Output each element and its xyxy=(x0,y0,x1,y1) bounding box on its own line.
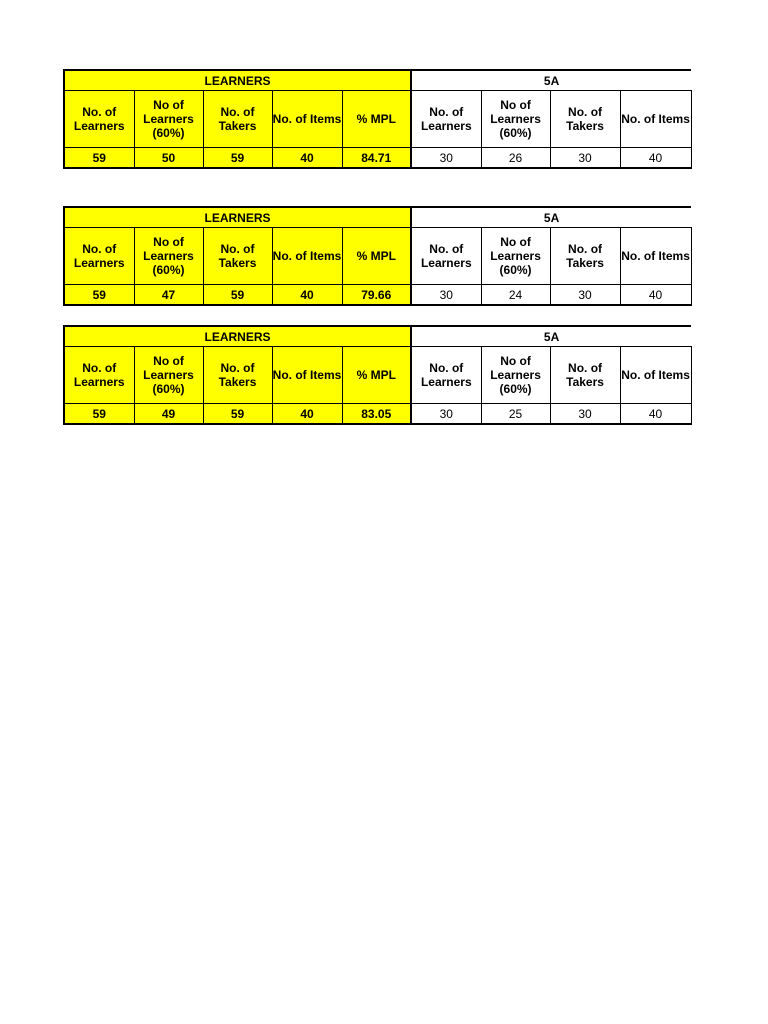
data-cell: 84.71 xyxy=(342,148,411,169)
header-cell: No of Learners (60%) xyxy=(481,347,550,404)
data-cell: 40 xyxy=(620,285,691,306)
header-cell: No. of Learners xyxy=(411,91,481,148)
group-title-learners: LEARNERS xyxy=(64,70,411,91)
data-cell: 79.66 xyxy=(342,285,411,306)
data-cell: 59 xyxy=(203,148,272,169)
data-cell: 59 xyxy=(64,148,134,169)
header-cell: No. of Takers xyxy=(203,228,272,285)
header-cell: No. of Items xyxy=(272,228,342,285)
header-cell: No. of Items xyxy=(272,91,342,148)
data-cell: 59 xyxy=(64,285,134,306)
header-cell: No. of Items xyxy=(272,347,342,404)
data-cell: 30 xyxy=(550,404,620,425)
header-cell: No of Learners (60%) xyxy=(134,91,203,148)
group-title-section: 5A xyxy=(411,326,691,347)
data-cell: 24 xyxy=(481,285,550,306)
data-cell: 59 xyxy=(203,404,272,425)
data-cell: 26 xyxy=(481,148,550,169)
header-cell: No. of Takers xyxy=(550,228,620,285)
header-cell: No of Learners (60%) xyxy=(481,228,550,285)
group-title-learners: LEARNERS xyxy=(64,207,411,228)
data-cell: 30 xyxy=(550,285,620,306)
header-cell: No. of Items xyxy=(620,228,691,285)
data-cell: 25 xyxy=(481,404,550,425)
header-cell: No. of Takers xyxy=(550,347,620,404)
data-cell: 83.05 xyxy=(342,404,411,425)
header-cell: No of Learners (60%) xyxy=(481,91,550,148)
header-cell: No. of Items xyxy=(620,91,691,148)
data-cell: 40 xyxy=(272,404,342,425)
header-cell: No. of Takers xyxy=(203,91,272,148)
header-cell: No. of Learners xyxy=(64,347,134,404)
data-cell: 49 xyxy=(134,404,203,425)
header-cell: No. of Learners xyxy=(411,347,481,404)
summary-table-2 xyxy=(63,206,692,306)
header-cell: % MPL xyxy=(342,347,411,404)
header-cell: No. of Takers xyxy=(550,91,620,148)
data-cell: 30 xyxy=(411,285,481,306)
header-cell: No. of Learners xyxy=(411,228,481,285)
group-title-section: 5A xyxy=(411,207,691,228)
header-cell: No of Learners (60%) xyxy=(134,347,203,404)
data-cell: 30 xyxy=(411,148,481,169)
data-cell: 40 xyxy=(620,148,691,169)
summary-table-1 xyxy=(63,69,692,169)
header-cell: % MPL xyxy=(342,228,411,285)
data-cell: 40 xyxy=(272,285,342,306)
header-cell: No. of Takers xyxy=(203,347,272,404)
data-cell: 50 xyxy=(134,148,203,169)
summary-table-3 xyxy=(63,325,692,425)
data-cell: 59 xyxy=(64,404,134,425)
header-cell: No. of Items xyxy=(620,347,691,404)
data-cell: 59 xyxy=(203,285,272,306)
data-cell: 30 xyxy=(411,404,481,425)
header-cell: No. of Learners xyxy=(64,91,134,148)
header-cell: % MPL xyxy=(342,91,411,148)
data-cell: 30 xyxy=(550,148,620,169)
data-cell: 40 xyxy=(272,148,342,169)
data-cell: 40 xyxy=(620,404,691,425)
group-title-section: 5A xyxy=(411,70,691,91)
group-title-learners: LEARNERS xyxy=(64,326,411,347)
data-cell: 47 xyxy=(134,285,203,306)
header-cell: No of Learners (60%) xyxy=(134,228,203,285)
header-cell: No. of Learners xyxy=(64,228,134,285)
